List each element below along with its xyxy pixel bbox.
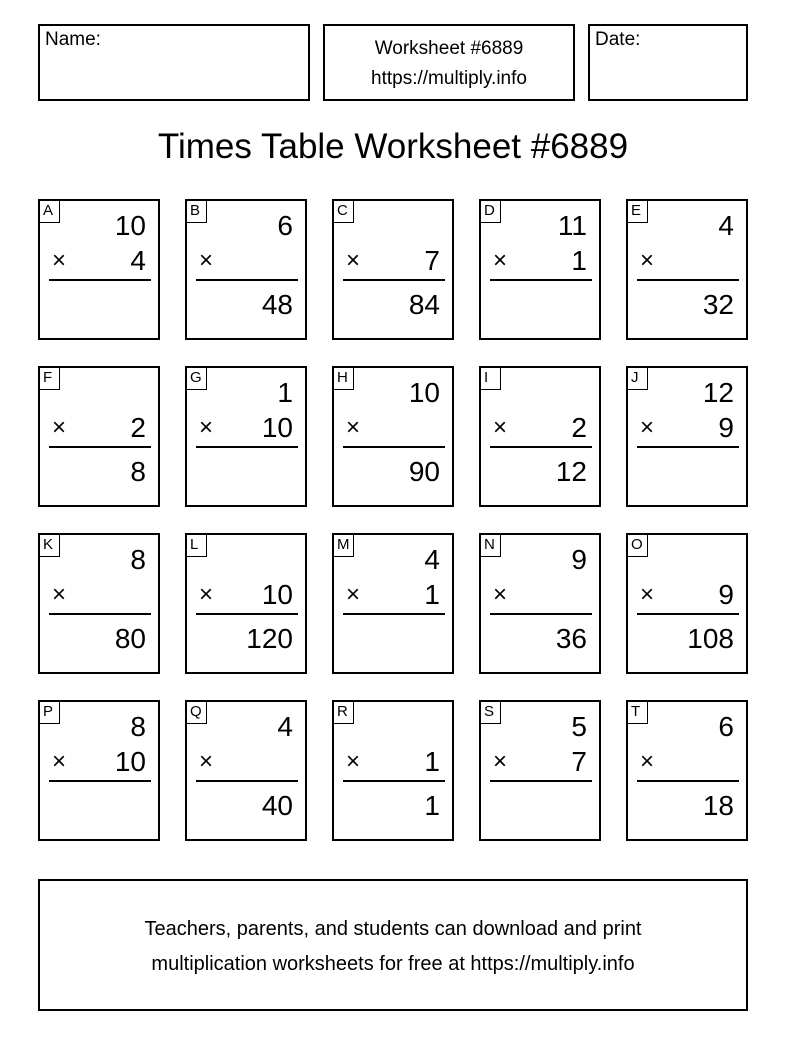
problem-bottom-number[interactable]: 2 (571, 412, 587, 443)
problem-letter: C (334, 201, 354, 223)
footer-line-2: multiplication worksheets for free at https://multiply.info (151, 953, 635, 975)
multiply-sign: × (346, 581, 361, 608)
multiply-sign: × (493, 748, 508, 775)
problem-bottom-number[interactable]: 10 (114, 746, 146, 777)
problem-letter: J (628, 368, 648, 390)
problem-letter: R (334, 702, 354, 724)
problem-box (479, 533, 601, 674)
multiply-sign: × (640, 247, 655, 274)
problem-letter: M (334, 535, 354, 557)
worksheet-number: Worksheet #6889 (374, 38, 524, 59)
problem-letter: O (628, 535, 648, 557)
problem-bottom-number[interactable]: 9 (718, 412, 734, 443)
answer-rule (343, 446, 445, 448)
problem-top-number[interactable]: 12 (702, 377, 734, 408)
problem-top-number[interactable]: 10 (114, 210, 146, 241)
problem-answer[interactable]: 40 (261, 790, 293, 821)
problem-top-number[interactable]: 8 (130, 544, 146, 575)
problem-box (479, 199, 601, 340)
footer-box (38, 879, 748, 1011)
problem-box (38, 700, 160, 841)
problem-letter: E (628, 201, 648, 223)
problem-box (332, 199, 454, 340)
problem-box (626, 199, 748, 340)
answer-rule (196, 446, 298, 448)
name-field[interactable] (38, 24, 310, 101)
multiply-sign: × (199, 247, 214, 274)
multiply-sign: × (346, 414, 361, 441)
problem-letter: F (40, 368, 60, 390)
multiply-sign: × (52, 247, 67, 274)
problem-top-number[interactable]: 10 (408, 377, 440, 408)
problem-box (626, 366, 748, 507)
problem-box (185, 366, 307, 507)
answer-rule (343, 780, 445, 782)
problem-top-number[interactable]: 8 (130, 711, 146, 742)
multiply-sign: × (640, 748, 655, 775)
problem-letter: B (187, 201, 207, 223)
problem-bottom-number[interactable]: 1 (424, 746, 440, 777)
problem-top-number[interactable]: 4 (277, 711, 293, 742)
multiply-sign: × (640, 414, 655, 441)
problem-letter: Q (187, 702, 207, 724)
problem-letter: T (628, 702, 648, 724)
problem-top-number[interactable]: 5 (571, 711, 587, 742)
problem-top-number[interactable]: 6 (718, 711, 734, 742)
problem-bottom-number[interactable]: 4 (130, 245, 146, 276)
problem-box (38, 366, 160, 507)
problem-letter: G (187, 368, 207, 390)
problem-answer[interactable]: 80 (114, 623, 146, 654)
answer-rule (196, 279, 298, 281)
problem-letter: I (481, 368, 501, 390)
problem-box (479, 700, 601, 841)
date-field[interactable] (588, 24, 748, 101)
problem-answer[interactable]: 18 (702, 790, 734, 821)
problem-answer[interactable]: 84 (408, 289, 440, 320)
problem-bottom-number[interactable]: 1 (424, 579, 440, 610)
answer-rule (343, 613, 445, 615)
answer-rule (196, 780, 298, 782)
problem-box (332, 533, 454, 674)
page-title: Times Table Worksheet #6889 (157, 127, 629, 166)
problem-answer[interactable]: 8 (130, 456, 146, 487)
problem-box (626, 533, 748, 674)
answer-rule (49, 446, 151, 448)
problem-box (38, 199, 160, 340)
answer-rule (49, 780, 151, 782)
answer-rule (490, 613, 592, 615)
answer-rule (637, 780, 739, 782)
problem-letter: D (481, 201, 501, 223)
problem-answer[interactable]: 108 (687, 623, 734, 654)
multiply-sign: × (199, 581, 214, 608)
problem-top-number[interactable]: 1 (277, 377, 293, 408)
problem-letter: H (334, 368, 354, 390)
problem-bottom-number[interactable]: 7 (424, 245, 440, 276)
problem-letter: S (481, 702, 501, 724)
answer-rule (49, 613, 151, 615)
footer-line-1: Teachers, parents, and students can download and print (144, 918, 642, 940)
problem-answer[interactable]: 48 (261, 289, 293, 320)
multiply-sign: × (199, 748, 214, 775)
problem-letter: L (187, 535, 207, 557)
answer-rule (196, 613, 298, 615)
problem-letter: P (40, 702, 60, 724)
multiply-sign: × (493, 581, 508, 608)
multiply-sign: × (640, 581, 655, 608)
problem-box (185, 533, 307, 674)
answer-rule (343, 279, 445, 281)
problem-bottom-number[interactable]: 1 (571, 245, 587, 276)
problem-answer[interactable]: 120 (246, 623, 293, 654)
answer-rule (49, 279, 151, 281)
answer-rule (490, 780, 592, 782)
problem-box (332, 700, 454, 841)
multiply-sign: × (52, 581, 67, 608)
multiply-sign: × (346, 748, 361, 775)
problem-box (626, 700, 748, 841)
problem-answer[interactable]: 1 (424, 790, 440, 821)
multiply-sign: × (493, 247, 508, 274)
problem-answer[interactable]: 12 (555, 456, 587, 487)
worksheet-url: https://multiply.info (371, 68, 527, 89)
problem-top-number[interactable]: 4 (424, 544, 440, 575)
problem-answer[interactable]: 32 (702, 289, 734, 320)
answer-rule (637, 279, 739, 281)
problem-bottom-number[interactable]: 2 (130, 412, 146, 443)
problem-box (38, 533, 160, 674)
problem-top-number[interactable]: 9 (571, 544, 587, 575)
problem-answer[interactable]: 36 (555, 623, 587, 654)
problem-top-number[interactable]: 6 (277, 210, 293, 241)
date-label: Date: (595, 29, 641, 50)
problem-answer[interactable]: 90 (408, 456, 440, 487)
problem-bottom-number[interactable]: 10 (261, 412, 293, 443)
multiply-sign: × (52, 748, 67, 775)
answer-rule (637, 446, 739, 448)
multiply-sign: × (52, 414, 67, 441)
answer-rule (490, 446, 592, 448)
multiply-sign: × (493, 414, 508, 441)
answer-rule (490, 279, 592, 281)
multiply-sign: × (346, 247, 361, 274)
problem-box (185, 700, 307, 841)
problem-box (479, 366, 601, 507)
problem-bottom-number[interactable]: 7 (571, 746, 587, 777)
problem-bottom-number[interactable]: 10 (261, 579, 293, 610)
worksheet-info-box (323, 24, 575, 101)
multiply-sign: × (199, 414, 214, 441)
problem-top-number[interactable]: 11 (557, 210, 587, 241)
problem-top-number[interactable]: 4 (718, 210, 734, 241)
problem-letter: K (40, 535, 60, 557)
problem-letter: N (481, 535, 501, 557)
problem-box (185, 199, 307, 340)
problem-box (332, 366, 454, 507)
problem-letter: A (40, 201, 60, 223)
problem-bottom-number[interactable]: 9 (718, 579, 734, 610)
name-label: Name: (45, 29, 101, 50)
answer-rule (637, 613, 739, 615)
